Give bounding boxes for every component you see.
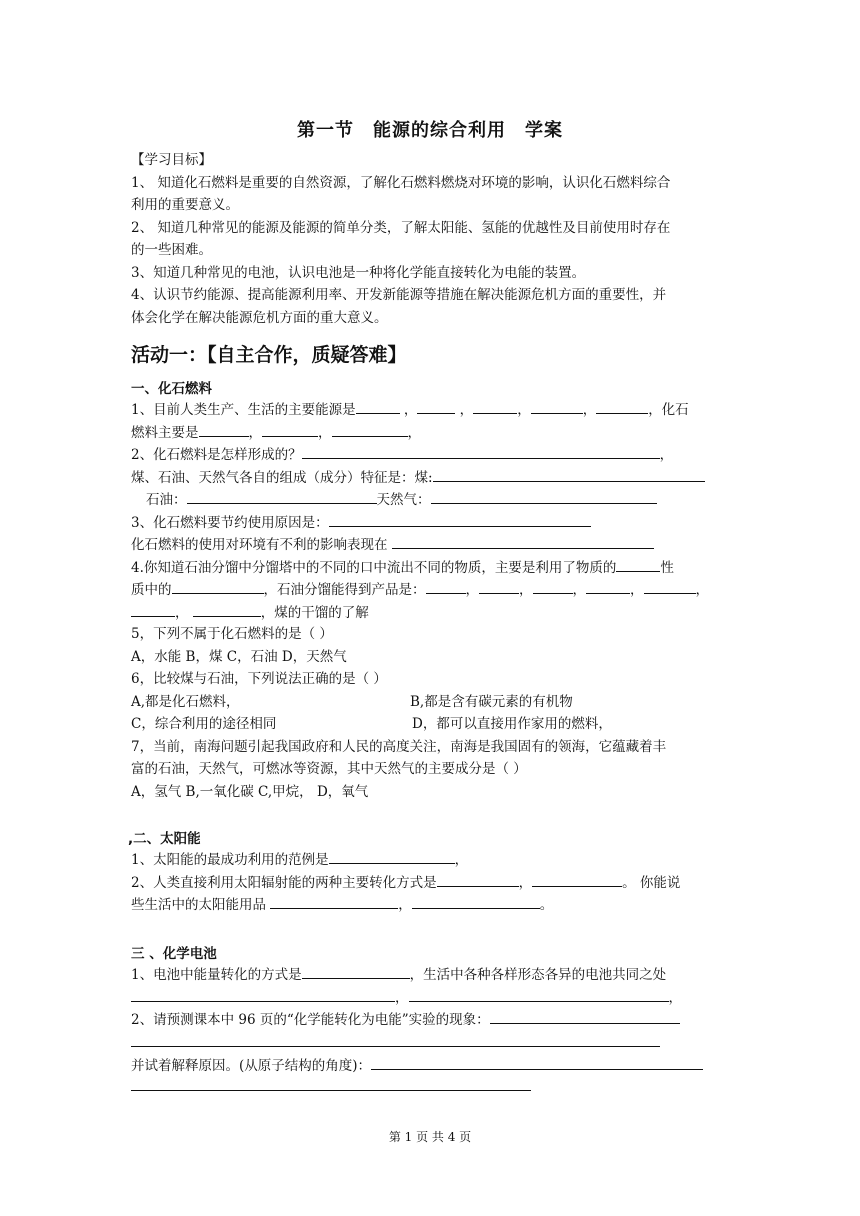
question-2-line <box>131 443 731 466</box>
battery-question-1-sep: ， <box>395 990 409 1006</box>
question-1-text: 1、目前人类生产、生活的主要能源是 <box>131 402 356 418</box>
answer-line[interactable] <box>131 1090 531 1091</box>
answer-blank[interactable] <box>409 986 669 1002</box>
answer-blank[interactable] <box>193 601 261 617</box>
question-8-options-row-2 <box>131 713 731 735</box>
answer-blank[interactable] <box>131 601 175 617</box>
answer-blank[interactable] <box>479 578 519 594</box>
question-1-text-2: 燃料主要是 <box>131 425 199 441</box>
goals-header: 【学习目标】 <box>131 152 212 168</box>
question-5-line <box>131 533 731 556</box>
question-2-end: ， <box>659 447 674 463</box>
page-footer: 第 1 页 共 4 页 <box>388 1130 472 1144</box>
option-b: B,都是含有碳元素的有机物 <box>410 694 573 710</box>
answer-blank[interactable] <box>302 963 410 979</box>
question-3-line-2 <box>146 488 746 511</box>
goal-4-line-1: 4、认识节约能源、提高能源利用率、开发新能源等措施在解决能源危机方面的重要性，并 <box>131 287 667 303</box>
solar-question-1-end: ， <box>454 852 469 868</box>
answer-blank[interactable] <box>412 893 540 909</box>
goal-1-line-1: 1、 知道化石燃料是重要的自然资源，了解化石燃料燃烧对环境的影响，认识化石燃料综合 <box>131 175 671 191</box>
answer-blank[interactable] <box>392 533 654 549</box>
answer-line[interactable] <box>131 1046 660 1047</box>
question-9-line-2: 富的石油，天然气，可燃冰等资源，其中天然气的主要成分是（ ） <box>131 761 527 777</box>
battery-question-1-line-1 <box>131 963 731 986</box>
solar-question-3-sep: ， <box>398 897 412 913</box>
section-1-heading: 一、化石燃料 <box>131 381 212 397</box>
answer-blank[interactable] <box>172 578 264 594</box>
answer-blank[interactable] <box>371 1054 703 1070</box>
question-8-options-row-1 <box>131 691 731 713</box>
question-6-text-4: ，煤的干馏的了解 <box>260 605 369 621</box>
solar-question-3 <box>131 893 731 916</box>
solar-question-2 <box>131 871 731 894</box>
section-2-heading: ,二、太阳能 <box>128 831 201 847</box>
question-6-text-2: 质中的 <box>131 582 172 598</box>
goal-2-line-1: 2、 知道几种常见的能源及能源的简单分类，了解太阳能、氢能的优越性及目前使用时存在 <box>131 220 671 236</box>
battery-question-3-text: 并试着解释原因。(从原子结构的角度)： <box>131 1058 372 1074</box>
answer-blank[interactable] <box>302 443 660 459</box>
question-3-line-1 <box>131 466 731 489</box>
answer-blank[interactable] <box>131 986 395 1002</box>
question-4-line <box>131 511 731 534</box>
answer-blank[interactable] <box>644 578 696 594</box>
question-4-text: 3、化石燃料要节约使用原因是： <box>131 515 329 531</box>
battery-question-2-text: 2、请预测课本中 96 页的“化学能转化为电能”实验的现象： <box>131 1012 490 1028</box>
question-3-text: 煤、石油、天然气各自的组成（成分）特征是：煤: <box>131 470 433 486</box>
goal-1-line-2: 利用的重要意义。 <box>131 197 239 213</box>
answer-blank[interactable] <box>270 893 398 909</box>
battery-question-3 <box>131 1054 731 1077</box>
section-3-heading: 三 、化学电池 <box>131 946 217 962</box>
answer-blank[interactable] <box>616 556 660 572</box>
answer-blank[interactable] <box>490 1008 680 1024</box>
oil-label: 石油： <box>146 492 187 508</box>
solar-question-1 <box>131 848 731 871</box>
question-1-line-2: 燃料主要是 ， ， ， <box>131 421 731 444</box>
gas-label: 天然气： <box>376 492 431 508</box>
question-7: 5，下列不属于化石燃料的是（ ） <box>131 626 333 642</box>
solar-question-1-text: 1、太阳能的最成功利用的范例是 <box>131 852 329 868</box>
goal-4-line-2: 体会化学在解决能源危机方面的重大意义。 <box>131 310 388 326</box>
question-6-tail: 性 <box>660 560 674 576</box>
question-5-text: 化石燃料的使用对环境有不利的影响表现在 <box>131 537 388 553</box>
solar-question-3-text: 些生活中的太阳能用品 <box>131 897 266 913</box>
answer-blank[interactable] <box>532 871 622 887</box>
answer-blank[interactable] <box>332 421 408 437</box>
option-c: C，综合利用的途径相同 <box>131 716 277 732</box>
answer-blank[interactable] <box>356 398 400 414</box>
answer-blank[interactable] <box>473 398 517 414</box>
battery-question-1-line-2 <box>131 986 731 1009</box>
answer-blank[interactable] <box>417 398 455 414</box>
question-1-line-1: 1、目前人类生产、生活的主要能源是 ， ， ， ， ，化石 <box>131 398 731 421</box>
question-6-line-2: 质中的 ，石油分馏能得到产品是： ， ， ， ， ， <box>131 578 731 601</box>
question-1-tail: ，化石 <box>648 402 689 418</box>
question-6-line-3: ， ，煤的干馏的了解 <box>131 601 731 624</box>
question-6-text-3: ，石油分馏能得到产品是： <box>263 582 426 598</box>
answer-blank[interactable] <box>199 421 249 437</box>
answer-blank[interactable] <box>431 488 657 504</box>
answer-blank[interactable] <box>329 848 455 864</box>
question-9-line-1: 7，当前，南海问题引起我国政府和人民的高度关注，南海是我国固有的领海，它蕴藏着丰 <box>131 739 667 755</box>
answer-blank[interactable] <box>533 578 573 594</box>
question-6-text: 4.你知道石油分馏中分馏塔中的不同的口中流出不同的物质，主要是利用了物质的 <box>131 560 617 576</box>
solar-question-3-end: 。 <box>539 897 554 913</box>
question-7-options: A，水能 B，煤 C，石油 D，天然气 <box>131 649 347 665</box>
battery-question-1-end: ， <box>668 990 682 1006</box>
answer-blank[interactable] <box>262 421 318 437</box>
answer-blank[interactable] <box>586 578 630 594</box>
answer-blank[interactable] <box>437 871 519 887</box>
battery-question-1-tail: ，生活中各种各样形态各异的电池共同之处 <box>409 967 667 983</box>
goal-2-line-2: 的一些困难。 <box>131 242 212 258</box>
answer-blank[interactable] <box>531 398 583 414</box>
question-2-text: 2、化石燃料是怎样形成的？ <box>131 447 302 463</box>
answer-blank[interactable] <box>596 398 648 414</box>
solar-question-2-text: 2、人类直接利用太阳辐射能的两种主要转化方式是 <box>131 875 437 891</box>
answer-blank[interactable] <box>187 488 377 504</box>
option-d: D，都可以直接用作家用的燃料， <box>412 716 612 732</box>
battery-question-1-text: 1、电池中能量转化的方式是 <box>131 967 302 983</box>
answer-blank[interactable] <box>433 466 705 482</box>
battery-question-2 <box>131 1008 731 1031</box>
solar-question-2-end: 。 你能说 <box>622 875 681 891</box>
solar-question-2-sep: ， <box>518 875 533 891</box>
answer-blank[interactable] <box>329 511 591 527</box>
question-9-options: A，氢气 B,一氧化碳 C,甲烷， D，氧气 <box>131 784 369 800</box>
answer-blank[interactable] <box>426 578 466 594</box>
page-title: 第一节 能源的综合利用 学案 <box>297 120 563 141</box>
activity-title: 活动一：【自主合作，质疑答难】 <box>131 344 407 366</box>
goal-3: 3、知道几种常见的电池，认识电池是一种将化学能直接转化为电能的装置。 <box>131 265 586 281</box>
question-6-line-1 <box>131 556 731 579</box>
option-a: A,都是化石燃料， <box>131 694 240 710</box>
question-8: 6，比较煤与石油，下列说法正确的是（ ） <box>131 671 387 687</box>
